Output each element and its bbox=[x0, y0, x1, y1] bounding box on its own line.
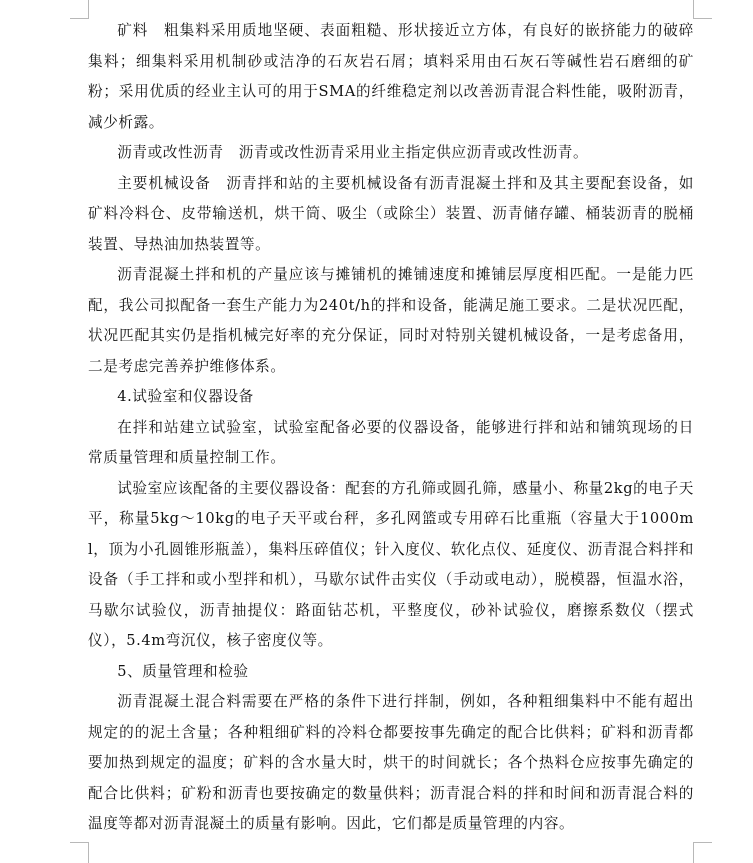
paragraph-aggregate: 矿料 粗集料采用质地坚硬、表面粗糙、形状接近立方体，有良好的嵌挤能力的破碎集料；细集料采用机制砂或洁净的石灰岩石屑；填料采用由石灰石等碱性岩石磨细的矿粉；采用优质的经业主认可的用于SMA的纤维稳定剂以改善沥青混合料性能，吸附沥青，减少析露。 bbox=[88, 22, 694, 131]
page-corner-mark-top-right bbox=[693, 0, 712, 19]
paragraph-asphalt: 沥青或改性沥青 沥青或改性沥青采用业主指定供应沥青或改性沥青。 bbox=[117, 144, 589, 161]
page-corner-mark-bottom-right bbox=[693, 842, 712, 863]
paragraph-machinery: 主要机械设备 沥青拌和站的主要机械设备有沥青混凝土拌和及其主要配套设备，如矿料冷料仓、皮带输送机，烘干筒、吸尘（或除尘）装置、沥青储存罐、桶装沥青的脱桶装置、导热油加热装置等。 bbox=[88, 174, 694, 253]
paragraph-lab-setup: 在拌和站建立试验室，试验室配备必要的仪器设备，能够进行拌和站和铺筑现场的日常质量管理和质量控制工作。 bbox=[88, 418, 694, 466]
heading-lab-equipment: 4.试验室和仪器设备 bbox=[117, 388, 254, 405]
document-body[interactable] bbox=[88, 16, 694, 840]
paragraph-lab-instruments: 试验室应该配备的主要仪器设备：配套的方孔筛或圆孔筛，感量小、称量2kg的电子天平，称量5kg～10kg的电子天平或台秤，多孔网篮或专用碎石比重瓶（容量大于1000ml，顶为小孔圆锥形瓶盖），集料压碎值仪；针入度仪、软化点仪、延度仪、沥青混合料拌和设备（手工拌和或小型拌和机），马歇尔试件击实仪（手动或电动），脱模器，恒温水浴，马歇尔试验仪，沥青抽提仪：路面钻芯机，平整度仪，砂补试验仪，磨擦系数仪（摆式仪），5.4m弯沉仪，核子密度仪等。 bbox=[88, 479, 694, 649]
paragraph-mixer-capacity: 沥青混凝土拌和机的产量应该与摊铺机的摊铺速度和摊铺层厚度相匹配。一是能力匹配，我公司拟配备一套生产能力为240t/h的拌和设备，能满足施工要求。二是状况匹配，状况匹配其实仍是指机械完好率的充分保证，同时对特别关键机械设备，一是考虑备用，二是考虑完善养护维修体系。 bbox=[88, 266, 694, 375]
heading-quality-management: 5、质量管理和检验 bbox=[117, 662, 249, 680]
page-corner-mark-bottom-left bbox=[70, 842, 89, 863]
paragraph-quality-control: 沥青混凝土混合料需要在严格的条件下进行拌制，例如，各种粗细集料中不能有超出规定的的泥土含量；各种粗细矿料的冷料仓都要按事先确定的配合比供料；矿料和沥青都要加热到规定的温度；矿料的含水量大时，烘干的时间就长；各个热料仓应按事先确定的配合比供料；矿粉和沥青也要按确定的数量供料；沥青混合料的拌和时间和沥青混合料的温度等都对沥青混凝土的质量有影响。因此，它们都是质量管理的内容。 bbox=[88, 693, 694, 832]
page-corner-mark-top-left bbox=[70, 0, 89, 19]
